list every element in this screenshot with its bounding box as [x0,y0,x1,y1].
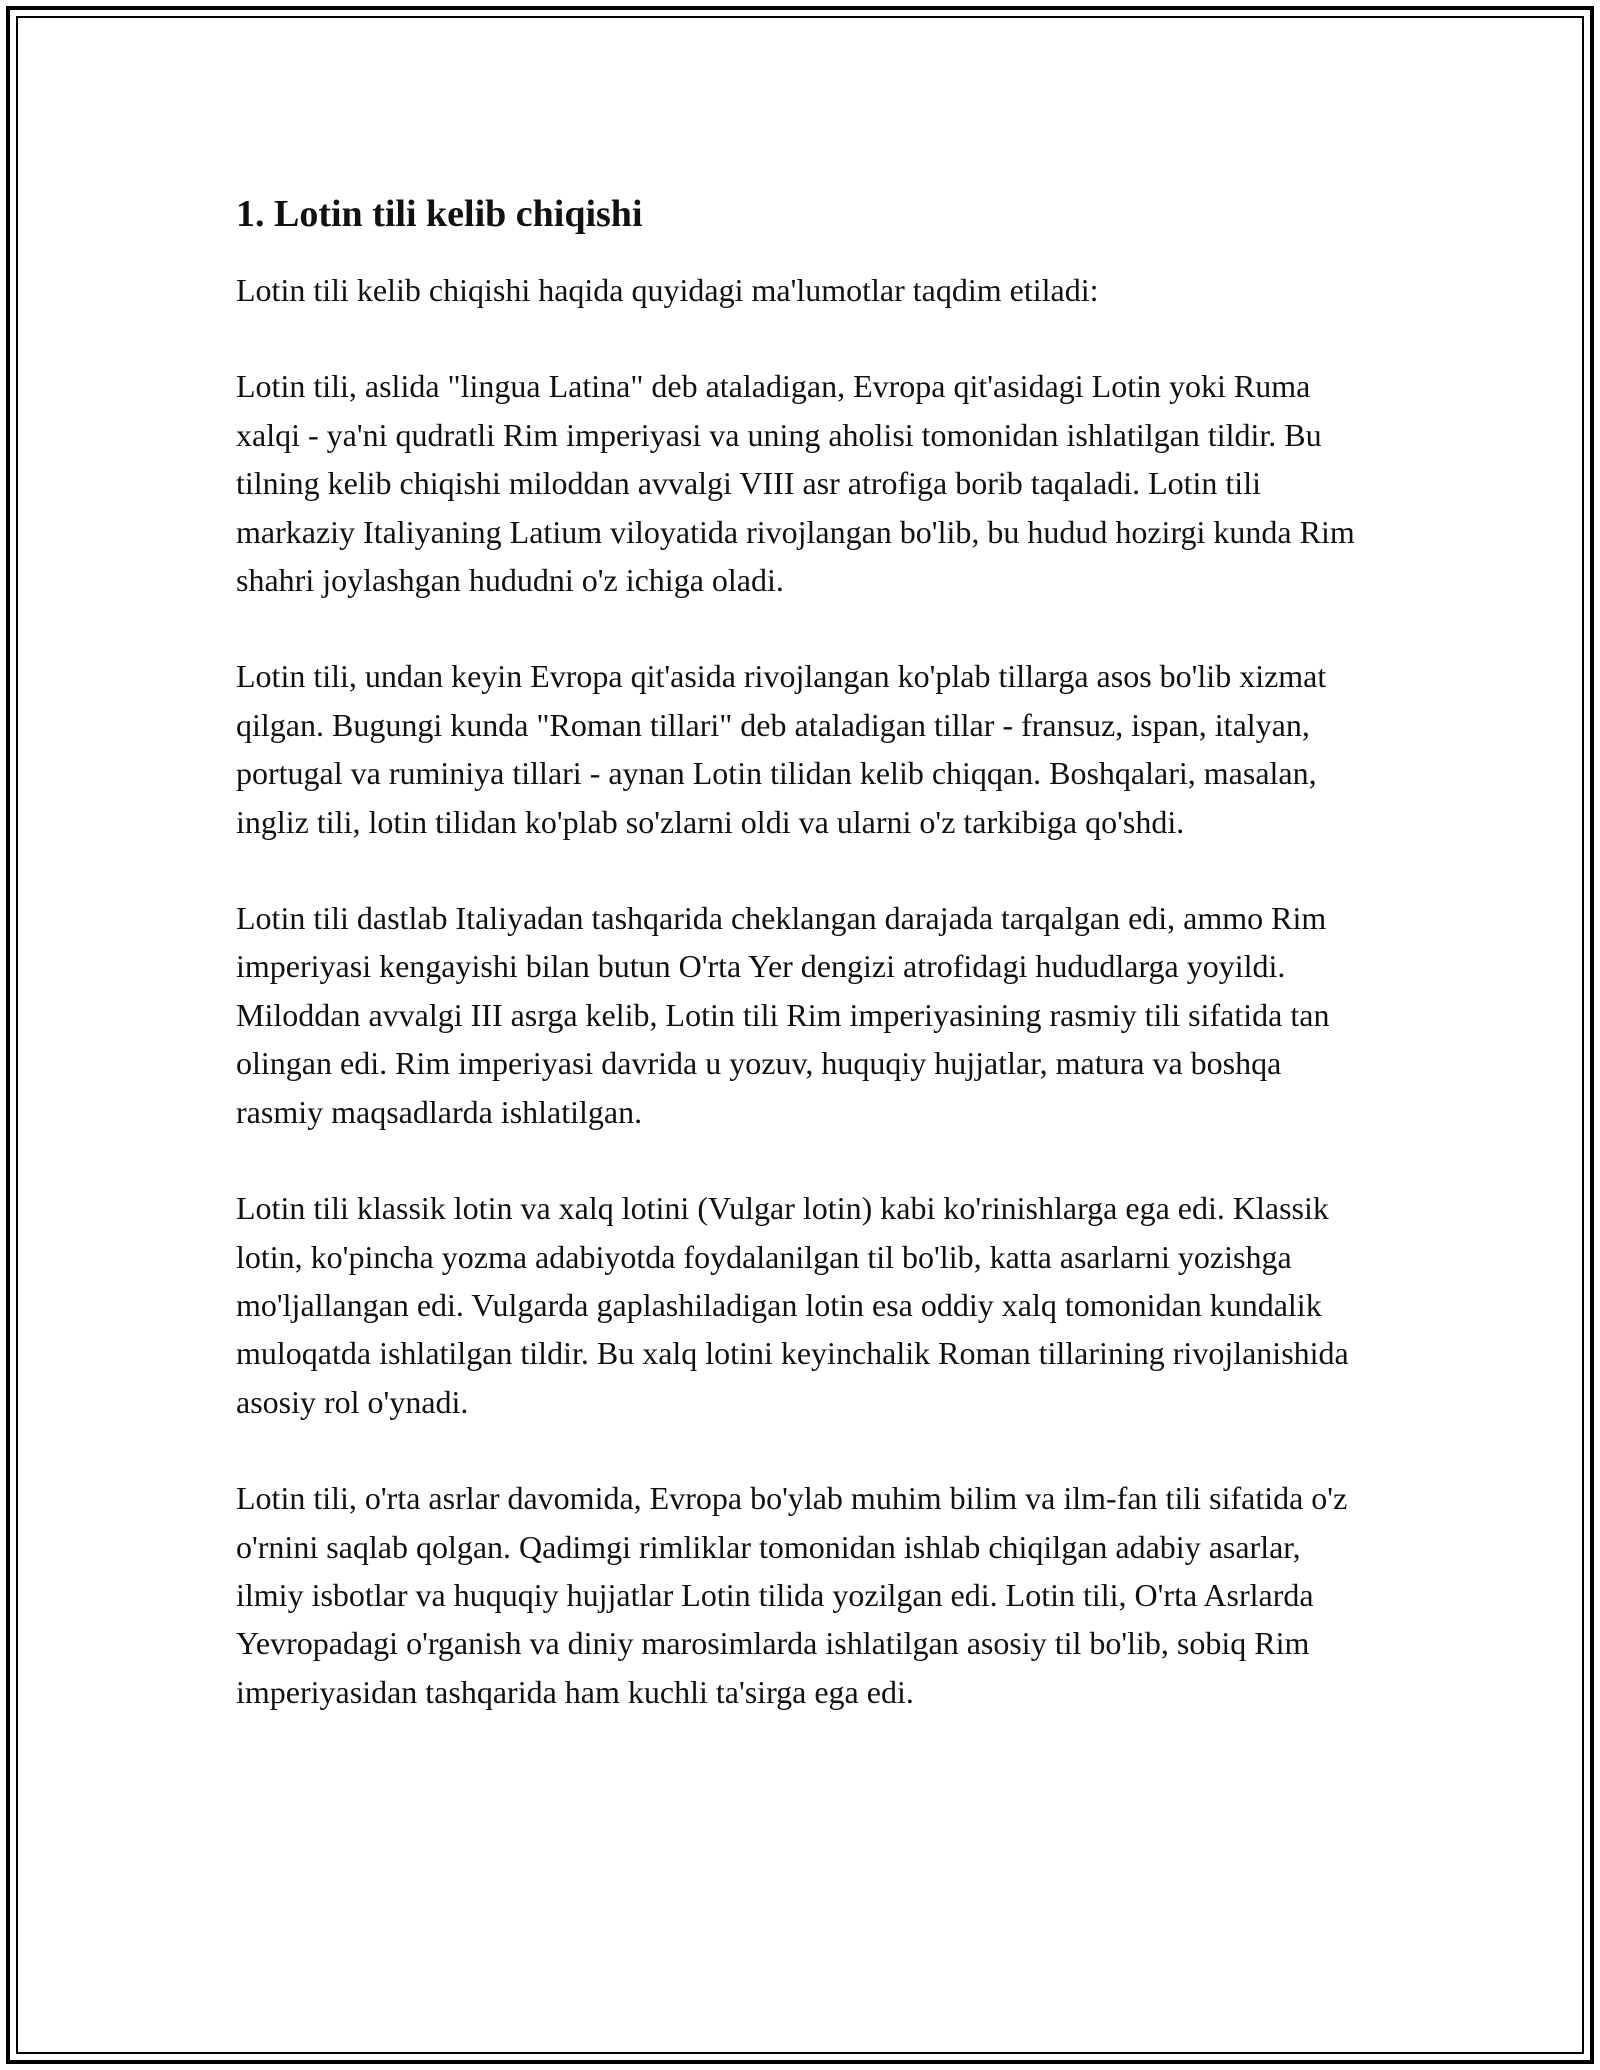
paragraph-origin: Lotin tili, aslida "lingua Latina" deb ataladigan, Evropa qit'asidagi Lotin yoki Ruma xalqi - ya'ni qudratli Rim imperiyasi va uning aholisi tomonidan ishlatilgan tildir. Bu tilning kelib chiqishi miloddan avvalgi VIII asr atrofiga borib taqaladi. Lotin tili markaziy Italiyaning Latium viloyatida rivojlangan bo'lib, bu hudud hozirgi kunda Rim shahri joylashgan hududni o'z ichiga oladi. [236,368,1355,599]
document-body [236,186,1376,1764]
paragraph-spread: Lotin tili dastlab Italiyadan tashqarida cheklangan darajada tarqalgan edi, ammo Rim imperiyasi kengayishi bilan butun O'rta Yer dengizi atrofidagi hududlarga yoyildi. Miloddan avvalgi III asrga kelib, Lotin tili Rim imperiyasining rasmiy tili sifatida tan olingan edi. Rim imperiyasi davrida u yozuv, huquqiy hujjatlar, matura va boshqa rasmiy maqsadlarda ishlatilgan. [236,900,1330,1130]
intro-paragraph: Lotin tili kelib chiqishi haqida quyidagi ma'lumotlar taqdim etiladi: [236,272,1099,308]
paragraph-middle-ages: Lotin tili, o'rta asrlar davomida, Evropa bo'ylab muhim bilim va ilm-fan tili sifatida o'z o'rnini saqlab qolgan. Qadimgi rimliklar tomonidan ishlab chiqilgan adabiy asarlar, ilmiy isbotlar va huquqiy hujjatlar Lotin tilida yozilgan edi. Lotin tili, O'rta Asrlarda Yevropadagi o'rganish va diniy marosimlarda ishlatilgan asosiy til bo'lib, sobiq Rim imperiyasidan tashqarida ham kuchli ta'sirga ega edi. [236,1480,1348,1710]
paragraph-romance-languages: Lotin tili, undan keyin Evropa qit'asida rivojlangan ko'plab tillarga asos bo'lib xizmat qilgan. Bugungi kunda "Roman tillari" deb ataladigan tillar - fransuz, ispan, italyan, portugal va ruminiya tillari - aynan Lotin tilidan kelib chiqqan. Boshqalari, masalan, ingliz tili, lotin tilidan ko'plab so'zlarni oldi va ularni o'z tarkibiga qo'shdi. [236,658,1327,840]
section-heading: 1. Lotin tili kelib chiqishi [236,193,643,235]
paragraph-classical-vulgar: Lotin tili klassik lotin va xalq lotini (Vulgar lotin) kabi ko'rinishlarga ega edi. Klassik lotin, ko'pincha yozma adabiyotda foydalanilgan til bo'lib, katta asarlarni yozishga mo'ljallangan edi. Vulgarda gaplashiladigan lotin esa oddiy xalq tomonidan kundalik muloqatda ishlatilgan tildir. Bu xalq lotini keyinchalik Roman tillarining rivojlanishida asosiy rol o'ynadi. [236,1190,1349,1420]
